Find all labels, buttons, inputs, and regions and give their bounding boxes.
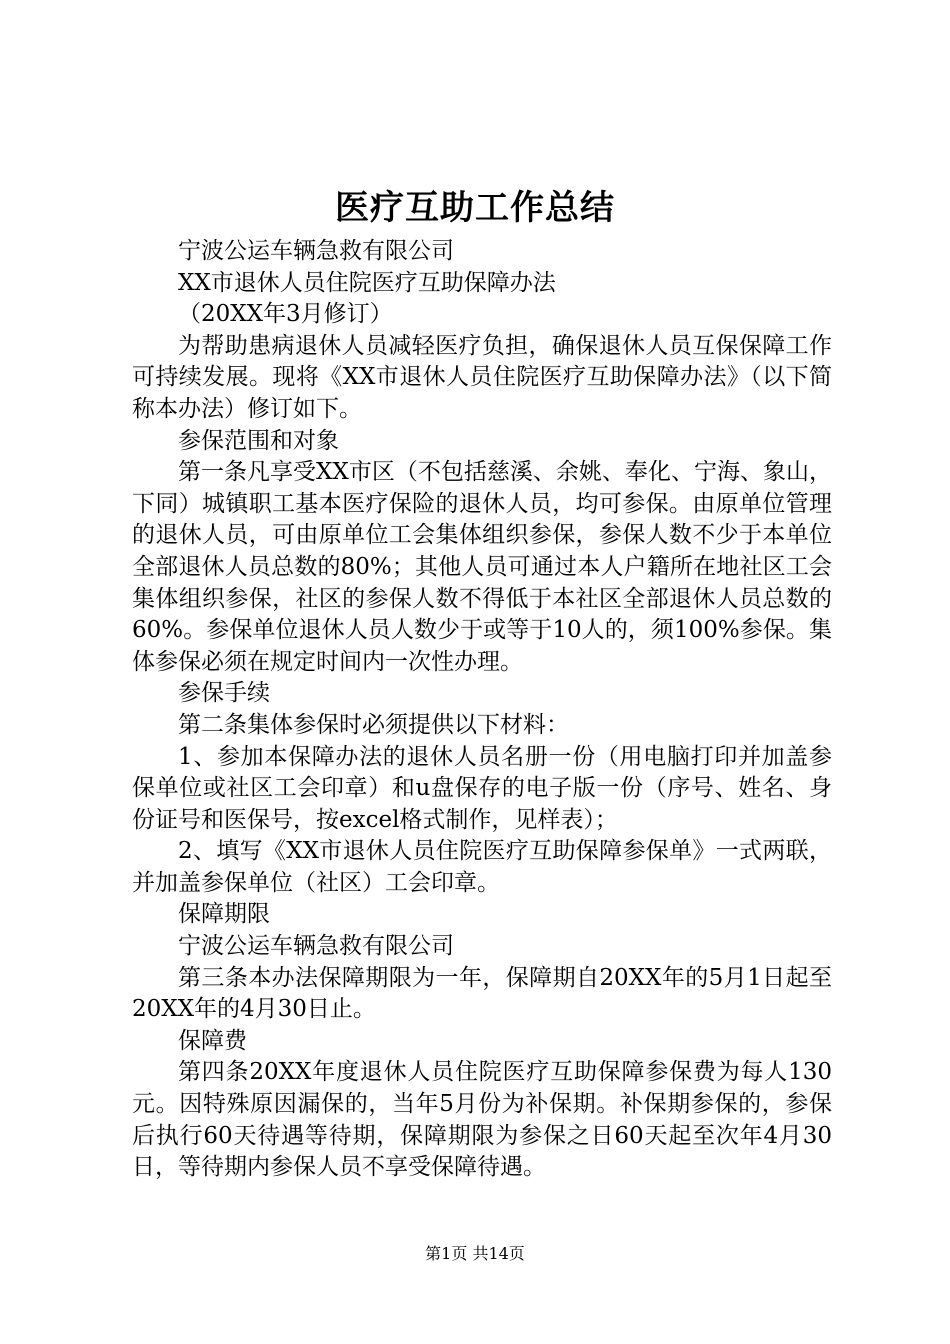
article-1-paragraph: 第一条凡享受XX市区（不包括慈溪、余姚、奉化、宁海、象山，下同）城镇职工基本医疗保险的退休人员，均可参保。由原单位管理的退休人员，可由原单位工会集体组织参保，参保人数不少于本单位全部退休人员总数的80%；其他人员可通过本人户籍所在地社区工会集体组织参保，社区的参保人数不得低于本社区全部退休人员总数的60%。参保单位退休人员人数少于或等于10人的，须100%参保。集体参保必须在规定时间内一次性办理。 xyxy=(132,459,832,675)
page-footer: 第1页 共14页 xyxy=(425,1244,525,1263)
list-item-2: 2、填写《XX市退休人员住院医疗互助保障参保单》一式两联，并加盖参保单位（社区）工会印章。 xyxy=(132,838,832,896)
section-heading-procedure: 参保手续 xyxy=(178,680,270,707)
list-item-1: 1、参加本保障办法的退休人员名册一份（用电脑打印并加盖参保单位或社区工会印章）和u盘保存的电子版一份（序号、姓名、身份证号和医保号，按excel格式制作，见样表）； xyxy=(132,743,832,833)
page-title: 医疗互助工作总结 xyxy=(335,188,615,228)
section-heading-period: 保障期限 xyxy=(178,901,270,928)
article-2-paragraph: 第二条集体参保时必须提供以下材料： xyxy=(178,711,569,738)
revision-note: （20XX年3月修订） xyxy=(178,301,393,328)
article-3-paragraph: 第三条本办法保障期限为一年，保障期自20XX年的5月1日起至20XX年的4月30日止。 xyxy=(132,964,832,1023)
section-heading-fee: 保障费 xyxy=(178,1027,247,1054)
company-name: 宁波公运车辆急救有限公司 xyxy=(178,238,454,264)
article-4-paragraph: 第四条20XX年度退休人员住院医疗互助保障参保费为每人130元。因特殊原因漏保的，当年5月份为补保期。补保期参保的，参保后执行60天待遇等待期，保障期限为参保之日60天起至次年4月30日，等待期内参保人员不享受保障待遇。 xyxy=(132,1059,832,1181)
company-name-repeat: 宁波公运车辆急救有限公司 xyxy=(178,933,454,960)
regulation-title: XX市退休人员住院医疗互助保障办法 xyxy=(178,269,556,296)
intro-paragraph: 为帮助患病退休人员减轻医疗负担，确保退休人员互保保障工作可持续发展。现将《XX市退休人员住院医疗互助保障办法》（以下简称本办法）修订如下。 xyxy=(132,332,832,422)
document-body xyxy=(132,236,832,1184)
section-heading-scope: 参保范围和对象 xyxy=(178,427,339,454)
